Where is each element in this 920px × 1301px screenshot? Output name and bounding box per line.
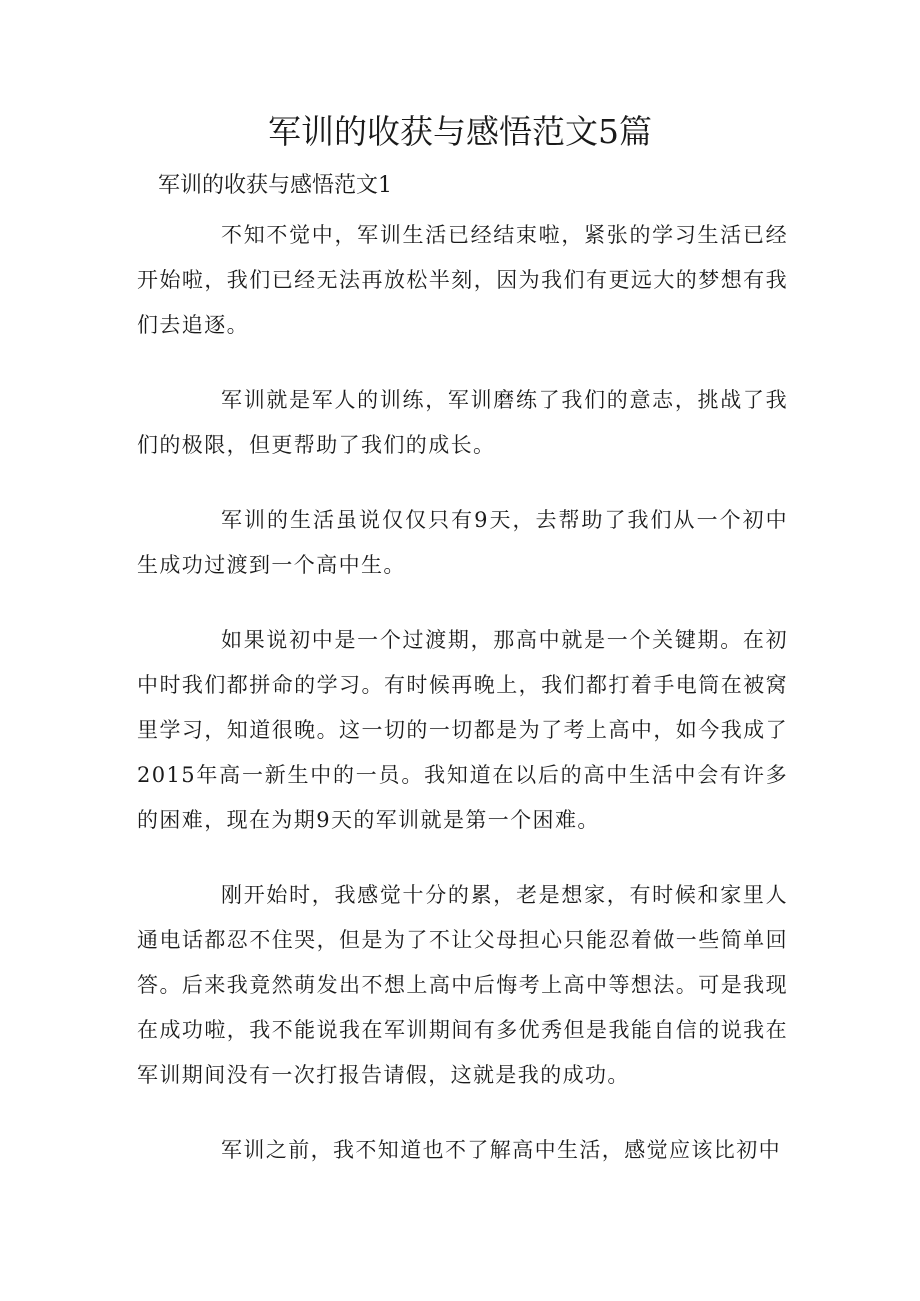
paragraph: 不知不觉中，军训生活已经结束啦，紧张的学习生活已经开始啦，我们已经无法再放松半刻，因为我们有更远大的梦想有我们去追逐。 <box>137 223 788 337</box>
paragraph: 军训的生活虽说仅仅只有9天，去帮助了我们从一个初中生成功过渡到一个高中生。 <box>137 508 788 577</box>
paragraph: 如果说初中是一个过渡期，那高中就是一个关键期。在初中时我们都拼命的学习。有时候再晚上，我们都打着手电筒在被窝里学习，知道很晚。这一切的一切都是为了考上高中，如今我成了2015年高一新生中的一员。我知道在以后的高中生活中会有许多的困难，现在为期9天的军训就是第一个困难。 <box>137 628 788 832</box>
document-title: 军训的收获与感悟范文5篇 <box>268 112 652 151</box>
section-heading: 军训的收获与感悟范文1 <box>158 173 392 198</box>
paragraph: 军训之前，我不知道也不了解高中生活，感觉应该比初中 <box>221 1138 781 1162</box>
paragraph: 军训就是军人的训练，军训磨练了我们的意志，挑战了我们的极限，但更帮助了我们的成长。 <box>137 388 788 457</box>
paragraph: 刚开始时，我感觉十分的累，老是想家，有时候和家里人通电话都忍不住哭，但是为了不让父母担心只能忍着做一些简单回答。后来我竟然萌发出不想上高中后悔考上高中等想法。可是我现在成功啦，我不能说我在军训期间有多优秀但是我能自信的说我在军训期间没有一次打报告请假，这就是我的成功。 <box>137 883 788 1087</box>
document-body <box>137 213 788 1203</box>
